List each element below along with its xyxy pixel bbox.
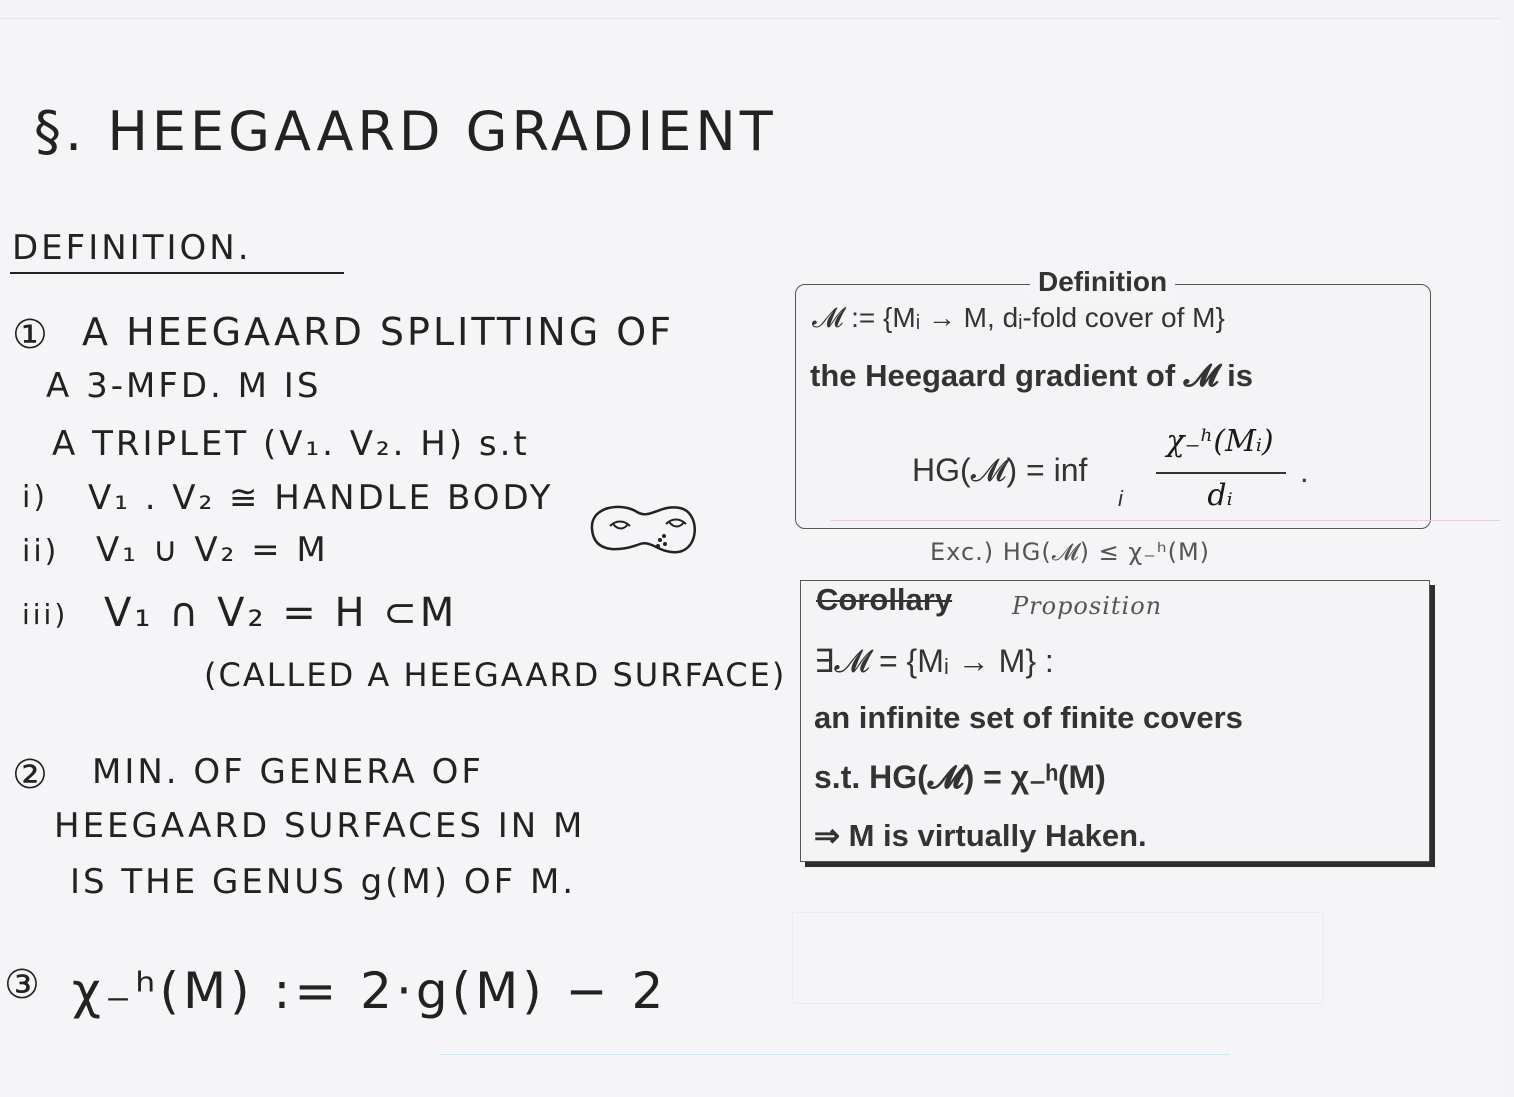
item2-line-1: MIN. OF GENERA OF [92,752,484,792]
definition-heading: DEFINITION. [12,228,252,268]
hg-formula-lhs: HG(𝓜) = inf [912,452,1088,488]
definition-line-1: 𝓜 := {Mᵢ → M, dᵢ-fold cover of M} [812,302,1225,333]
condition-3-text: V₁ ∩ V₂ = H ⊂M [104,590,458,636]
hg-formula-denominator: dᵢ [1207,478,1233,513]
euler-char-formula: χ₋ʰ(M) := 2·g(M) − 2 [72,962,668,1020]
hg-formula-sub: i [1118,486,1123,511]
exercise-note: Exc.) HG(𝓜) ≤ χ₋ʰ(M) [930,538,1211,566]
corollary-title: Corollary [816,582,953,617]
faint-bleed-box [792,912,1324,1004]
item2-number: ② [12,752,51,798]
faint-guide-line-bottom [440,1054,1230,1055]
condition-2-label: ii) [22,534,60,569]
item1-number: ① [12,312,51,358]
condition-1-text: V₁ . V₂ ≅ HANDLE BODY [88,478,554,518]
faint-guide-line [830,520,1500,521]
condition-3-label: iii) [22,598,69,631]
condition-1-label: i) [22,480,49,515]
hg-formula-period: . [1300,454,1309,489]
corollary-line-1: ∃𝓜 = {Mᵢ → M} : [814,643,1054,679]
item1-line-3: A TRIPLET (V₁. V₂. H) s.t [52,424,530,464]
condition-2-text: V₁ ∪ V₂ = M [96,530,329,570]
item1-line-1: A HEEGAARD SPLITTING OF [82,310,675,354]
definition-heading-underline [10,272,344,274]
heegaard-surface-note: (CALLED A HEEGAARD SURFACE) [204,656,787,694]
definition-box-title: Definition [1030,266,1175,298]
corollary-line-3: s.t. HG(𝓜) = χ₋ʰ(M) [814,759,1106,795]
item2-line-2: HEEGAARD SURFACES IN M [54,806,586,846]
item3-number: ③ [4,962,43,1008]
definition-line-2: the Heegaard gradient of 𝓜 is [810,358,1253,393]
hg-formula-numerator: χ₋ʰ(Mᵢ) [1166,424,1274,459]
handlebody-sketch [582,494,702,564]
item2-line-3: IS THE GENUS g(M) OF M. [70,862,577,902]
corollary-line-2: an infinite set of finite covers [814,700,1243,735]
page-title: §. HEEGAARD GRADIENT [34,100,777,163]
item1-line-2: A 3-MFD. M IS [46,366,322,406]
hg-formula-fraction-bar [1156,472,1286,474]
proposition-handwritten-label: Proposition [1012,592,1163,620]
corollary-line-4: ⇒ M is virtually Haken. [814,818,1147,853]
